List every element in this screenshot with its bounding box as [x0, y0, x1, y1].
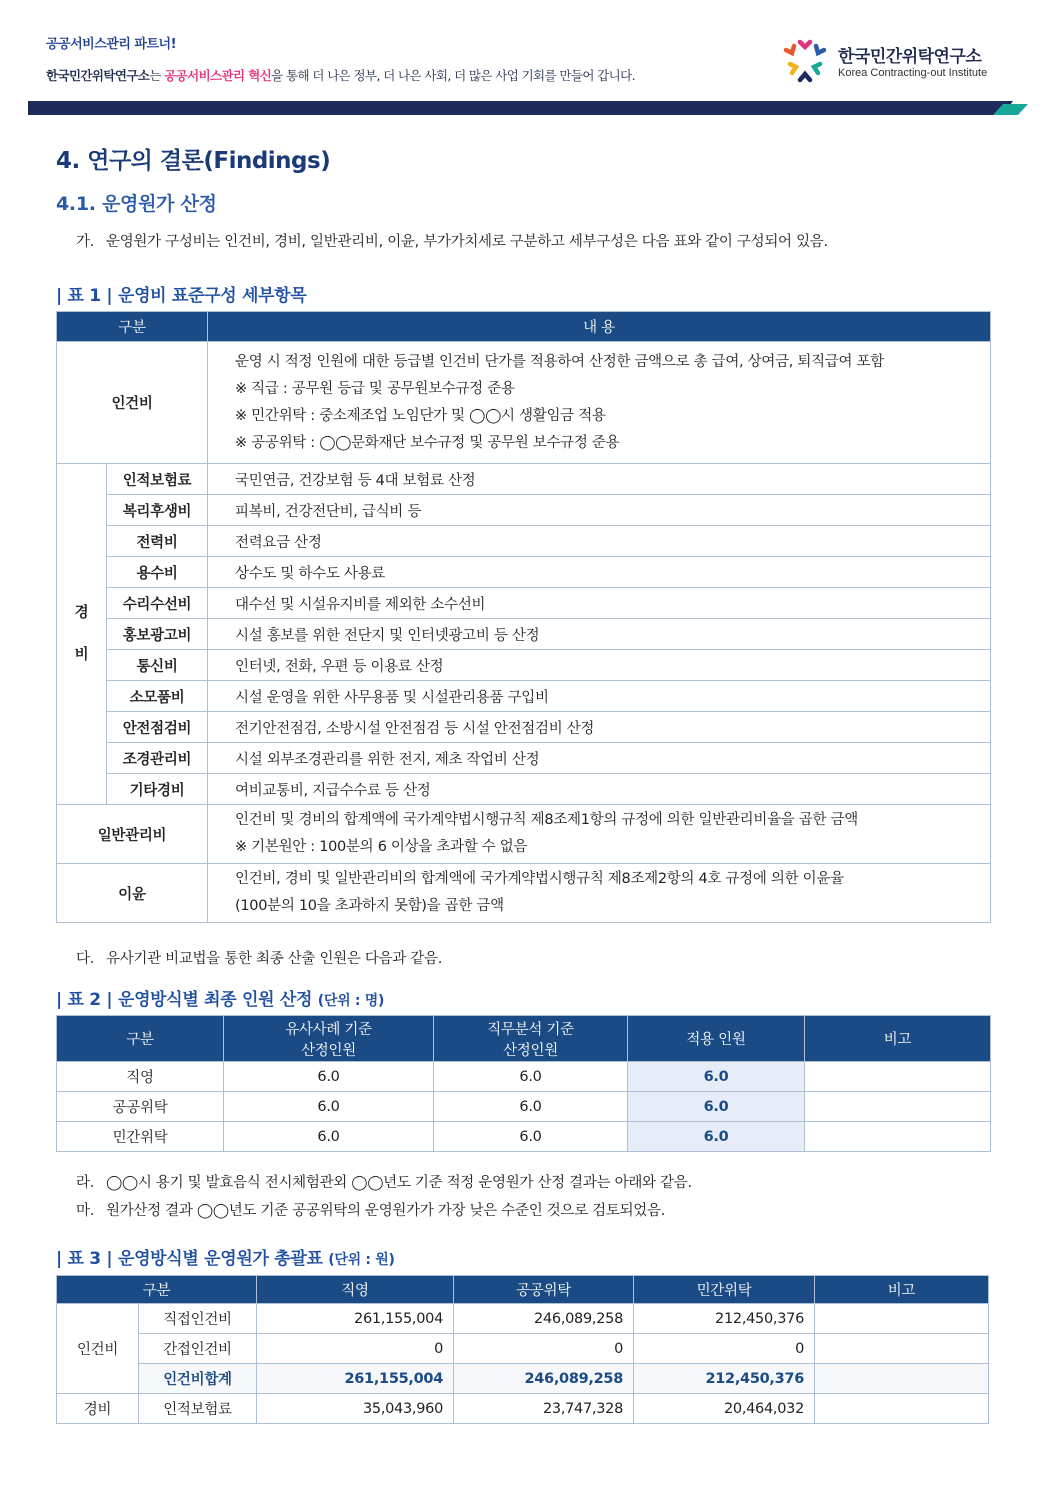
paragraph-text: ◯◯시 용기 및 발효음식 전시체험관외 ◯◯년도 기준 적정 운영원가 산정 결과는 아래와 같음. — [106, 1175, 692, 1191]
expense-item: 홍보광고비 — [107, 619, 208, 650]
table-header-cell: 비고 — [815, 1276, 989, 1304]
subsection-title: 4.1. 운영원가 산정 — [56, 193, 217, 215]
paragraph-ma — [76, 1199, 665, 1220]
description-line: 인건비, 경비 및 일반관리비의 합계액에 국가계약법시행규칙 제8조제2항의 4호 규정에 의한 이윤율 — [235, 871, 844, 887]
public-cost: 0 — [454, 1334, 634, 1364]
expense-description: 인터넷, 전화, 우편 등 이용료 산정 — [208, 650, 991, 681]
caption-text: | 표 3 | 운영방식별 운영원가 총괄표 — [56, 1249, 323, 1269]
expense-description: 시설 외부조경관리를 위한 전지, 제초 작업비 산정 — [208, 743, 991, 774]
staffing-table — [56, 1015, 991, 1152]
job-count: 6.0 — [434, 1092, 628, 1122]
row-label-labor: 인건비 — [57, 342, 208, 464]
direct-cost: 35,043,960 — [257, 1394, 454, 1424]
institute-logo — [780, 36, 1020, 86]
description-line: 인건비 및 경비의 합계액에 국가계약법시행규칙 제8조제1항의 규정에 의한 일반관리비율을 곱한 금액 — [235, 812, 858, 828]
row-name: 민간위탁 — [57, 1122, 224, 1152]
logo-korean-name: 한국민간위탁연구소 — [838, 47, 982, 67]
description-line: ※ 공공위탁 : ◯◯문화재단 보수규정 및 공무원 보수규정 준용 — [235, 434, 620, 451]
paragraph-ga — [76, 230, 828, 251]
paragraph-text: 원가산정 결과 ◯◯년도 기준 공공위탁의 운영원가가 가장 낮은 수준인 것으로 검토되었음. — [106, 1203, 665, 1219]
expense-item: 수리수선비 — [107, 588, 208, 619]
table3-caption — [56, 1244, 395, 1269]
similar-count: 6.0 — [224, 1122, 434, 1152]
expense-description: 상수도 및 하수도 사용료 — [208, 557, 991, 588]
expense-description: 여비교통비, 지급수수료 등 산정 — [208, 774, 991, 805]
applied-count: 6.0 — [628, 1062, 805, 1092]
table-row — [57, 1334, 989, 1364]
table-row — [57, 1364, 989, 1394]
job-count: 6.0 — [434, 1062, 628, 1092]
applied-count: 6.0 — [628, 1122, 805, 1152]
table-header-cell: 직영 — [257, 1276, 454, 1304]
expense-item: 용수비 — [107, 557, 208, 588]
table1-caption: | 표 1 | 운영비 표준구성 세부항목 — [56, 286, 307, 306]
table-header-cell: 내 용 — [208, 312, 991, 342]
table-header-cell: 구분 — [57, 1016, 224, 1062]
logo-english-name: Korea Contracting-out Institute — [838, 67, 988, 79]
similar-count: 6.0 — [224, 1062, 434, 1092]
note-cell — [805, 1122, 991, 1152]
expense-item: 기타경비 — [107, 774, 208, 805]
general-admin-description — [208, 805, 991, 864]
note-cell — [805, 1062, 991, 1092]
note-cell — [815, 1394, 989, 1424]
private-cost: 0 — [634, 1334, 815, 1364]
expense-description: 전력요금 산정 — [208, 526, 991, 557]
table-row — [57, 1304, 989, 1334]
section-title: 4. 연구의 결론(Findings) — [56, 148, 331, 174]
operating-cost-table — [56, 1275, 989, 1424]
table2-caption — [56, 985, 384, 1010]
expense-item: 전력비 — [107, 526, 208, 557]
similar-count: 6.0 — [224, 1092, 434, 1122]
row-label-profit: 이윤 — [57, 864, 208, 923]
expense-description: 전기안전점검, 소방시설 안전점검 등 시설 안전점검비 산정 — [208, 712, 991, 743]
cost-item: 인적보험료 — [139, 1394, 257, 1424]
header-line: 산정인원 — [503, 1042, 558, 1059]
cost-structure-table — [56, 311, 991, 923]
expense-item: 조경관리비 — [107, 743, 208, 774]
table-header-cell — [434, 1016, 628, 1062]
row-label-general-admin: 일반관리비 — [57, 805, 208, 864]
description-line: ※ 직급 : 공무원 등급 및 공무원보수규정 준용 — [235, 380, 515, 397]
row-name: 직영 — [57, 1062, 224, 1092]
paragraph-marker: 가. — [76, 234, 95, 250]
paragraph-ra — [76, 1171, 692, 1192]
private-cost: 20,464,032 — [634, 1394, 815, 1424]
expense-item: 복리후생비 — [107, 495, 208, 526]
expense-description: 시설 운영을 위한 사무용품 및 시설관리용품 구입비 — [208, 681, 991, 712]
table-row — [57, 1092, 991, 1122]
table-header-cell: 비고 — [805, 1016, 991, 1062]
expense-item: 인적보험료 — [107, 464, 208, 495]
header-tagline: 공공서비스관리 파트너! — [46, 37, 177, 52]
public-cost-total: 246,089,258 — [454, 1364, 634, 1394]
paragraph-da — [76, 947, 442, 968]
paragraph-marker: 라. — [76, 1175, 95, 1191]
note-cell — [815, 1304, 989, 1334]
table-row — [57, 1062, 991, 1092]
expense-item: 통신비 — [107, 650, 208, 681]
header-divider-bar — [28, 101, 1028, 115]
header-line: 산정인원 — [301, 1042, 356, 1059]
description-line: (100분의 10을 초과하지 못함)을 곱한 금액 — [235, 898, 504, 914]
direct-cost: 261,155,004 — [257, 1304, 454, 1334]
header-org-name: 한국민간위탁연구소 — [46, 68, 150, 83]
table-header-cell: 구분 — [57, 1276, 257, 1304]
applied-count: 6.0 — [628, 1092, 805, 1122]
logo-star-icon — [780, 36, 830, 86]
private-cost-total: 212,450,376 — [634, 1364, 815, 1394]
header-line: 직무분석 기준 — [487, 1021, 574, 1038]
job-count: 6.0 — [434, 1122, 628, 1152]
expense-label-char: 경 — [74, 605, 89, 621]
public-cost: 246,089,258 — [454, 1304, 634, 1334]
cost-item: 직접인건비 — [139, 1304, 257, 1334]
direct-cost: 0 — [257, 1334, 454, 1364]
description-line: 운영 시 적정 인원에 대한 등급별 인건비 단가를 적용하여 산정한 금액으로 총 급여, 상여금, 퇴직급여 포함 — [235, 353, 884, 370]
row-name: 공공위탁 — [57, 1092, 224, 1122]
expense-label-char: 비 — [74, 647, 89, 663]
paragraph-text: 유사기관 비교법을 통한 최종 산출 인원은 다음과 같음. — [106, 951, 443, 967]
labor-description — [208, 342, 991, 464]
description-line: ※ 기본원안 : 100분의 6 이상을 초과할 수 없음 — [235, 839, 528, 855]
header-line: 유사사례 기준 — [285, 1021, 372, 1038]
table-header-cell: 구분 — [57, 312, 208, 342]
expense-description: 시설 홍보를 위한 전단지 및 인터넷광고비 등 산정 — [208, 619, 991, 650]
note-cell — [815, 1364, 989, 1394]
cost-item: 간접인건비 — [139, 1334, 257, 1364]
expense-description: 대수선 및 시설유지비를 제외한 소수선비 — [208, 588, 991, 619]
caption-unit: (단위 : 명) — [317, 993, 385, 1009]
header-subtitle — [46, 66, 635, 84]
caption-text: | 표 2 | 운영방식별 최종 인원 산정 — [56, 990, 313, 1010]
table-row — [57, 1122, 991, 1152]
note-cell — [805, 1092, 991, 1122]
paragraph-marker: 마. — [76, 1203, 95, 1219]
cost-item-total: 인건비합계 — [139, 1364, 257, 1394]
caption-unit: (단위 : 원) — [328, 1252, 395, 1268]
header-sub-rest: 을 통해 더 나은 정부, 더 나은 사회, 더 많은 사업 기회를 만들어 갑니다. — [271, 68, 635, 83]
header-emphasis: 공공서비스관리 혁신 — [164, 68, 272, 83]
expense-description: 피복비, 건강전단비, 급식비 등 — [208, 495, 991, 526]
paragraph-text: 운영원가 구성비는 인건비, 경비, 일반관리비, 이윤, 부가가치세로 구분하고 세부구성은 다음 표와 같이 구성되어 있음. — [106, 234, 828, 250]
public-cost: 23,747,328 — [454, 1394, 634, 1424]
table-header-cell: 공공위탁 — [454, 1276, 634, 1304]
expense-item: 소모품비 — [107, 681, 208, 712]
description-line: ※ 민간위탁 : 중소제조업 노임단가 및 ◯◯시 생활임금 적용 — [235, 407, 606, 424]
table-row — [57, 1394, 989, 1424]
profit-description — [208, 864, 991, 923]
expense-description: 국민연금, 건강보험 등 4대 보험료 산정 — [208, 464, 991, 495]
group-label-labor: 인건비 — [57, 1304, 139, 1394]
private-cost: 212,450,376 — [634, 1304, 815, 1334]
table-header-cell — [224, 1016, 434, 1062]
table-header-cell: 적용 인원 — [628, 1016, 805, 1062]
header-sub-mid: 는 — [149, 68, 165, 83]
paragraph-marker: 다. — [76, 951, 95, 967]
expense-item: 안전점검비 — [107, 712, 208, 743]
note-cell — [815, 1334, 989, 1364]
group-label-expense: 경비 — [57, 1394, 139, 1424]
row-label-expense — [57, 464, 107, 805]
direct-cost-total: 261,155,004 — [257, 1364, 454, 1394]
table-header-cell: 민간위탁 — [634, 1276, 815, 1304]
